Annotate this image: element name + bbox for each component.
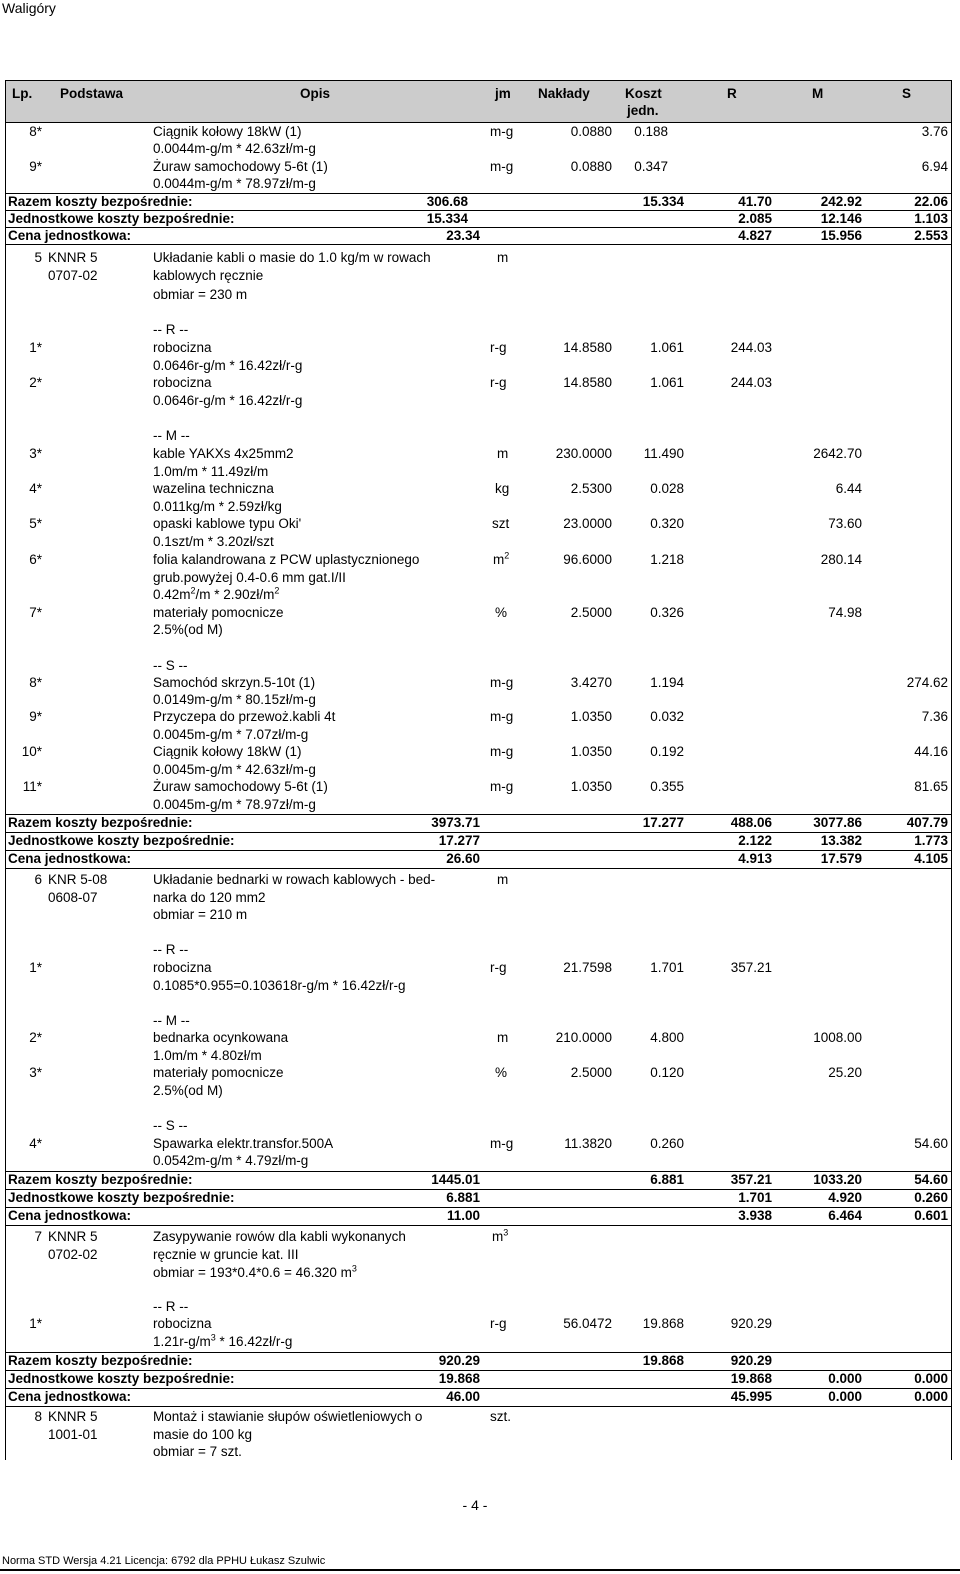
unit-price-value: 46.00 — [446, 1389, 480, 1404]
divider — [5, 832, 951, 833]
position-quantity: obmiar = 230 m — [153, 287, 248, 302]
row-sub — [153, 1334, 292, 1350]
position-description: kablowych ręcznie — [153, 268, 264, 283]
total-koszt: 19.868 — [642, 1353, 684, 1368]
row-naklady: 96.6000 — [563, 552, 612, 567]
row-opis: kable YAKXs 4x25mm2 — [153, 446, 294, 461]
row-lp: 3* — [29, 446, 42, 461]
row-opis: bednarka ocynkowana — [153, 1030, 289, 1045]
row-m: 25.20 — [828, 1065, 862, 1080]
unit-price-r: 4.827 — [738, 228, 772, 243]
row-koszt: 0.192 — [650, 744, 684, 759]
position-description: masie do 100 kg — [153, 1427, 253, 1442]
unit-cost-value: 17.277 — [438, 833, 480, 848]
position-quantity — [153, 1265, 357, 1281]
position-unit: m — [497, 250, 509, 265]
row-sub: 0.1szt/m * 3.20zł/szt — [153, 534, 274, 549]
unit-price-label: Cena jednostkowa: — [8, 851, 132, 866]
unit-price-r: 4.913 — [738, 851, 772, 866]
row-sub: 0.0045m-g/m * 42.63zł/m-g — [153, 762, 316, 777]
group-label-s: -- S -- — [153, 1118, 188, 1133]
row-lp: 9* — [29, 709, 42, 724]
row-koszt: 19.868 — [642, 1316, 684, 1331]
superscript: 3 — [351, 1263, 357, 1274]
row-opis: Żuraw samochodowy 5-6t (1) — [153, 779, 328, 794]
row-sub: 0.0044m-g/m * 42.63zł/m-g — [153, 141, 316, 156]
unit-cost-r: 1.701 — [738, 1190, 772, 1205]
total-m: 3077.86 — [813, 815, 862, 830]
row-sub: 1.0m/m * 11.49zł/m — [153, 464, 269, 479]
row-koszt: 1.061 — [650, 340, 684, 355]
unit-price-m: 17.579 — [820, 851, 862, 866]
row-jm: % — [495, 1065, 508, 1080]
row-opis: materiały pomocnicze — [153, 1065, 284, 1080]
row-jm: szt — [492, 516, 510, 531]
row-sub — [153, 587, 279, 603]
unit-text: m — [492, 1229, 504, 1244]
row-naklady: 1.0350 — [570, 744, 612, 759]
row-s: 7.36 — [921, 709, 948, 724]
unit-price-label: Cena jednostkowa: — [8, 1389, 132, 1404]
unit-price-m: 6.464 — [828, 1208, 862, 1223]
row-naklady: 230.0000 — [555, 446, 612, 461]
row-lp: 5* — [29, 516, 42, 531]
row-jm: m — [497, 446, 509, 461]
unit-cost-m: 12.146 — [820, 211, 862, 226]
row-opis: robocizna — [153, 1316, 212, 1331]
unit-superscript: 3 — [503, 1227, 509, 1238]
divider — [5, 1370, 951, 1371]
row-sub: 0.0542m-g/m * 4.79zł/m-g — [153, 1153, 309, 1168]
sub-text: * 16.42zł/r-g — [215, 1334, 293, 1349]
row-jm: m-g — [490, 124, 514, 139]
row-sub: 2.5%(od M) — [153, 1083, 223, 1098]
row-lp: 9* — [29, 159, 42, 174]
unit-cost-label: Jednostkowe koszty bezpośrednie: — [8, 1190, 235, 1205]
total-s: 407.79 — [906, 815, 948, 830]
row-jm: r-g — [490, 375, 507, 390]
row-naklady: 56.0472 — [563, 1316, 612, 1331]
position-basis-code: 0608-07 — [48, 890, 98, 905]
superscript: 3 — [210, 1332, 216, 1343]
row-s: 6.94 — [921, 159, 948, 174]
row-naklady: 0.0880 — [570, 159, 612, 174]
total-value: 920.29 — [438, 1353, 480, 1368]
unit-price-r: 45.995 — [730, 1389, 772, 1404]
divider — [5, 122, 951, 123]
row-sub: 2.5%(od M) — [153, 622, 223, 637]
row-koszt: 0.320 — [650, 516, 684, 531]
row-jm: m — [497, 1030, 509, 1045]
row-m: 1008.00 — [813, 1030, 862, 1045]
divider — [5, 193, 951, 194]
row-koszt: 1.194 — [650, 675, 684, 690]
row-opis: wazelina techniczna — [153, 481, 274, 496]
unit-cost-s: 0.000 — [914, 1371, 948, 1386]
row-naklady: 2.5000 — [570, 1065, 612, 1080]
group-label-r: -- R -- — [153, 1299, 189, 1314]
row-s: 274.62 — [906, 675, 948, 690]
row-koszt: 0.260 — [650, 1136, 684, 1151]
row-jm — [493, 552, 509, 568]
row-s: 81.65 — [914, 779, 948, 794]
row-lp: 4* — [29, 1136, 42, 1151]
col-header-koszt: Koszt — [625, 86, 662, 101]
unit-price-s: 0.601 — [914, 1208, 948, 1223]
row-lp: 1* — [29, 960, 42, 975]
row-lp: 1* — [29, 1316, 42, 1331]
position-basis: KNNR 5 — [48, 250, 98, 265]
row-lp: 2* — [29, 1030, 42, 1045]
row-r: 244.03 — [730, 340, 772, 355]
unit-price-s: 0.000 — [914, 1389, 948, 1404]
unit-cost-r: 2.122 — [738, 833, 772, 848]
page-number: - 4 - — [462, 1497, 488, 1513]
divider — [5, 850, 951, 851]
unit-text: m — [493, 552, 505, 567]
unit-cost-m: 13.382 — [820, 833, 862, 848]
row-lp: 8* — [29, 124, 42, 139]
total-koszt: 6.881 — [650, 1172, 684, 1187]
row-sub: 0.0646r-g/m * 16.42zł/r-g — [153, 393, 303, 408]
superscript: 2 — [274, 585, 280, 596]
total-s: 54.60 — [914, 1172, 948, 1187]
row-jm: m-g — [490, 159, 514, 174]
unit-price-m: 0.000 — [828, 1389, 862, 1404]
unit-price-m: 15.956 — [820, 228, 862, 243]
row-koszt: 0.032 — [650, 709, 684, 724]
row-m: 74.98 — [828, 605, 862, 620]
row-jm: m-g — [490, 1136, 514, 1151]
divider — [0, 1569, 960, 1571]
col-header-m: M — [812, 86, 824, 101]
superscript: 2 — [190, 585, 196, 596]
position-description: ręcznie w gruncie kat. III — [153, 1247, 299, 1262]
row-opis: robocizna — [153, 375, 212, 390]
row-sub: 0.0045m-g/m * 78.97zł/m-g — [153, 797, 316, 812]
position-description: Układanie kabli o masie do 1.0 kg/m w rowach — [153, 250, 431, 265]
row-naklady: 0.0880 — [570, 124, 612, 139]
unit-price-label: Cena jednostkowa: — [8, 1208, 132, 1223]
total-koszt: 15.334 — [642, 194, 684, 209]
row-jm: m-g — [490, 709, 514, 724]
row-naklady: 2.5300 — [570, 481, 612, 496]
row-jm: r-g — [490, 1316, 507, 1331]
sub-text: /m * 2.90zł/m — [195, 587, 275, 602]
row-naklady: 23.0000 — [563, 516, 612, 531]
position-lp: 6 — [34, 872, 42, 887]
total-m: 1033.20 — [813, 1172, 862, 1187]
row-lp: 6* — [29, 552, 42, 567]
row-opis: folia kalandrowana z PCW uplastycznionego — [153, 552, 420, 567]
unit-cost-s: 1.103 — [914, 211, 948, 226]
row-naklady: 1.0350 — [570, 779, 612, 794]
row-sub: 0.0149m-g/m * 80.15zł/m-g — [153, 692, 316, 707]
divider — [5, 868, 951, 869]
row-koszt: 1.701 — [650, 960, 684, 975]
position-basis-code: 0707-02 — [48, 268, 98, 283]
unit-cost-m: 0.000 — [828, 1371, 862, 1386]
col-header-s: S — [902, 86, 912, 101]
unit-price-r: 3.938 — [738, 1208, 772, 1223]
col-header-naklady: Nakłady — [538, 86, 590, 101]
row-naklady: 210.0000 — [555, 1030, 612, 1045]
row-sub: grub.powyżej 0.4-0.6 mm gat.I/II — [153, 570, 346, 585]
row-naklady: 3.4270 — [570, 675, 612, 690]
row-koszt: 1.218 — [650, 552, 684, 567]
row-naklady: 11.3820 — [564, 1136, 612, 1151]
total-r: 41.70 — [738, 194, 772, 209]
group-label-m: -- M -- — [153, 1013, 190, 1028]
group-label-r: -- R -- — [153, 942, 189, 957]
row-jm: m-g — [490, 744, 514, 759]
divider — [5, 244, 951, 245]
total-label: Razem koszty bezpośrednie: — [8, 815, 193, 830]
position-unit: szt. — [490, 1409, 512, 1424]
divider — [5, 80, 951, 81]
unit-cost-label: Jednostkowe koszty bezpośrednie: — [8, 1371, 235, 1386]
position-description: Montaż i stawianie słupów oświetleniowych o — [153, 1409, 423, 1424]
row-lp: 3* — [29, 1065, 42, 1080]
divider — [951, 80, 952, 1460]
total-koszt: 17.277 — [642, 815, 684, 830]
row-opis: materiały pomocnicze — [153, 605, 284, 620]
row-naklady: 14.8580 — [563, 340, 612, 355]
total-value: 3973.71 — [431, 815, 480, 830]
unit-cost-label: Jednostkowe koszty bezpośrednie: — [8, 833, 235, 848]
row-koszt: 1.061 — [650, 375, 684, 390]
row-naklady: 2.5000 — [570, 605, 612, 620]
row-jm: r-g — [490, 960, 507, 975]
unit-cost-s: 0.260 — [914, 1190, 948, 1205]
row-lp: 8* — [29, 675, 42, 690]
position-description: Zasypywanie rowów dla kabli wykonanych — [153, 1229, 406, 1244]
position-unit — [492, 1229, 508, 1245]
divider — [5, 80, 6, 1460]
group-label-s: -- S -- — [153, 658, 188, 673]
divider — [5, 1406, 951, 1407]
row-opis: Przyczepa do przewoż.kabli 4t — [153, 709, 336, 724]
total-label: Razem koszty bezpośrednie: — [8, 194, 193, 209]
row-naklady: 1.0350 — [570, 709, 612, 724]
group-label-r: -- R -- — [153, 322, 189, 337]
position-description: narka do 120 mm2 — [153, 890, 266, 905]
sub-text: 0.42m — [153, 587, 191, 602]
unit-cost-label: Jednostkowe koszty bezpośrednie: — [8, 211, 235, 226]
position-basis-code: 1001-01 — [48, 1427, 98, 1442]
total-s: 22.06 — [914, 194, 948, 209]
row-lp: 4* — [29, 481, 42, 496]
total-r: 357.21 — [730, 1172, 772, 1187]
row-opis: robocizna — [153, 960, 212, 975]
row-opis: Ciągnik kołowy 18kW (1) — [153, 124, 302, 139]
col-header-opis: Opis — [300, 86, 331, 101]
divider — [5, 1207, 951, 1208]
row-r: 244.03 — [730, 375, 772, 390]
row-koszt: 0.326 — [650, 605, 684, 620]
total-value: 1445.01 — [431, 1172, 480, 1187]
position-basis: KNR 5-08 — [48, 872, 108, 887]
position-basis: KNNR 5 — [48, 1229, 98, 1244]
unit-cost-r: 2.085 — [738, 211, 772, 226]
divider — [5, 1352, 951, 1353]
position-unit: m — [497, 872, 509, 887]
row-koszt: 11.490 — [643, 446, 684, 461]
total-m: 242.92 — [820, 194, 862, 209]
quantity-text: obmiar = 193*0.4*0.6 = 46.320 m — [153, 1265, 352, 1280]
position-quantity: obmiar = 7 szt. — [153, 1444, 242, 1459]
row-opis: Ciągnik kołowy 18kW (1) — [153, 744, 302, 759]
unit-cost-value: 15.334 — [426, 211, 468, 226]
row-opis: opaski kablowe typu Oki' — [153, 516, 302, 531]
position-quantity: obmiar = 210 m — [153, 907, 248, 922]
row-opis: Spawarka elektr.transfor.500A — [153, 1136, 334, 1151]
row-m: 280.14 — [820, 552, 862, 567]
unit-superscript: 2 — [504, 550, 510, 561]
unit-cost-m: 4.920 — [828, 1190, 862, 1205]
row-sub: 0.0044m-g/m * 78.97zł/m-g — [153, 176, 316, 191]
total-value: 306.68 — [426, 194, 468, 209]
divider — [5, 1189, 951, 1190]
row-s: 54.60 — [914, 1136, 948, 1151]
divider — [5, 814, 951, 815]
row-koszt: 0.347 — [634, 159, 668, 174]
row-jm: % — [495, 605, 508, 620]
unit-price-label: Cena jednostkowa: — [8, 228, 132, 243]
unit-cost-value: 6.881 — [446, 1190, 480, 1205]
unit-cost-value: 19.868 — [438, 1371, 480, 1386]
row-naklady: 14.8580 — [563, 375, 612, 390]
row-sub: 1.0m/m * 4.80zł/m — [153, 1048, 262, 1063]
row-s: 44.16 — [914, 744, 948, 759]
company-name: Waligóry — [2, 0, 56, 16]
row-naklady: 21.7598 — [563, 960, 612, 975]
license-footer: Norma STD Wersja 4.21 Licencja: 6792 dla PPHU Łukasz Szulwic — [2, 1555, 326, 1567]
divider — [5, 227, 951, 228]
row-koszt: 0.188 — [634, 124, 668, 139]
row-opis: Żuraw samochodowy 5-6t (1) — [153, 159, 328, 174]
total-label: Razem koszty bezpośrednie: — [8, 1172, 193, 1187]
unit-price-value: 26.60 — [446, 851, 480, 866]
row-lp: 10* — [21, 744, 42, 759]
row-m: 6.44 — [835, 481, 862, 496]
row-lp: 2* — [29, 375, 42, 390]
row-lp: 11* — [22, 779, 42, 794]
row-sub: 0.0646r-g/m * 16.42zł/r-g — [153, 358, 303, 373]
row-m: 73.60 — [828, 516, 862, 531]
row-koszt: 0.120 — [650, 1065, 684, 1080]
position-lp: 5 — [34, 250, 42, 265]
group-label-m: -- M -- — [153, 428, 190, 443]
row-r: 920.29 — [730, 1316, 772, 1331]
unit-price-value: 23.34 — [446, 228, 480, 243]
row-koszt: 0.028 — [650, 481, 684, 496]
unit-cost-r: 19.868 — [730, 1371, 772, 1386]
sub-text: 1.21r-g/m — [153, 1334, 211, 1349]
row-koszt: 0.355 — [650, 779, 684, 794]
row-lp: 7* — [29, 605, 42, 620]
total-label: Razem koszty bezpośrednie: — [8, 1353, 193, 1368]
col-header-koszt-jedn: jedn. — [627, 103, 659, 118]
total-r: 920.29 — [730, 1353, 772, 1368]
row-jm: m-g — [490, 675, 514, 690]
row-lp: 1* — [29, 340, 42, 355]
row-opis: Samochód skrzyn.5-10t (1) — [153, 675, 316, 690]
position-basis: KNNR 5 — [48, 1409, 98, 1424]
unit-price-s: 4.105 — [914, 851, 948, 866]
divider — [5, 1388, 951, 1389]
col-header-r: R — [727, 86, 737, 101]
row-sub: 0.1085*0.955=0.103618r-g/m * 16.42zł/r-g — [153, 978, 406, 993]
unit-price-value: 11.00 — [446, 1208, 480, 1223]
row-jm: r-g — [490, 340, 507, 355]
row-opis: robocizna — [153, 340, 212, 355]
col-header-jm: jm — [495, 86, 511, 101]
divider — [5, 210, 951, 211]
col-header-lp: Lp. — [12, 86, 33, 101]
row-r: 357.21 — [730, 960, 772, 975]
row-s: 3.76 — [921, 124, 948, 139]
row-jm: kg — [495, 481, 510, 496]
row-jm: m-g — [490, 779, 514, 794]
position-basis-code: 0702-02 — [48, 1247, 98, 1262]
row-sub: 0.011kg/m * 2.59zł/kg — [153, 499, 282, 514]
col-header-podstawa: Podstawa — [60, 86, 124, 101]
row-sub: 0.0045m-g/m * 7.07zł/m-g — [153, 727, 309, 742]
divider — [5, 1225, 951, 1226]
unit-cost-s: 1.773 — [914, 833, 948, 848]
unit-price-s: 2.553 — [914, 228, 948, 243]
position-lp: 8 — [34, 1409, 42, 1424]
table-header-bar — [5, 80, 951, 122]
divider — [5, 1171, 951, 1172]
position-lp: 7 — [34, 1229, 42, 1244]
total-r: 488.06 — [730, 815, 772, 830]
row-m: 2642.70 — [813, 446, 862, 461]
position-description: Układanie bednarki w rowach kablowych - bed- — [153, 872, 436, 887]
row-koszt: 4.800 — [650, 1030, 684, 1045]
